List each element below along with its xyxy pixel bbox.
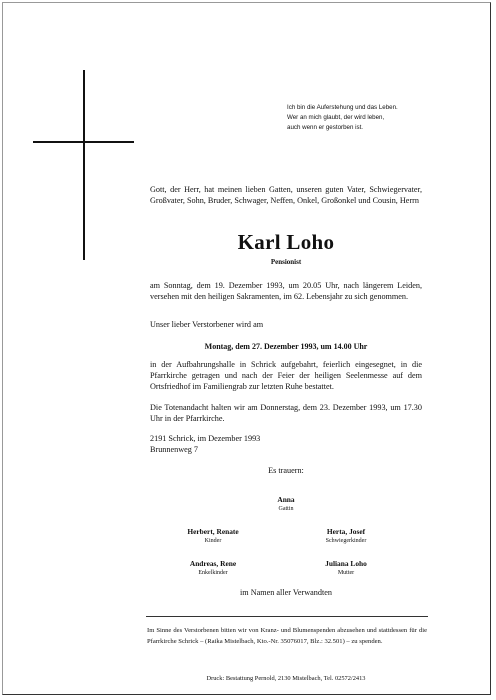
- place-date: 2191 Schrick, im Dezember 1993: [150, 434, 261, 443]
- mourner-relation: Schwiegerkinder: [325, 538, 367, 544]
- deceased-occupation: Pensionist: [270, 258, 302, 266]
- printer-imprint: Druck: Bestattung Pernold, 2130 Mistelbach, Tel. 02572/2413: [206, 675, 366, 682]
- donation-note: Im Sinne des Verstorbenen bitten wir von Kranz- und Blumenspenden abzusehen und stattdessen für die Pfarrkirche Schrick – (Raika Mistelbach, Kto.-Nr. 35076017, Blz.: 32.501) – zu spenden.: [147, 627, 427, 645]
- cross-vertical-bar: [83, 70, 85, 260]
- bible-quote: [287, 103, 437, 133]
- mourner-name: Herta, Josef: [326, 527, 366, 536]
- cross-horizontal-bar: [33, 141, 134, 143]
- intro-text: Gott, der Herr, hat meinen lieben Gatten, unseren guten Vater, Schwiegervater, Großvater, Sohn, Bruder, Schwager, Neffen, Onkel, Großonkel und Cousin, Herrn: [150, 185, 422, 205]
- mourner-children: [148, 527, 278, 546]
- ceremony-text: in der Aufbahrungshalle in Schrick aufgebahrt, feierlich eingesegnet, in die Pfarrkirche getragen und nach der Feier der heiligen Seelenmesse auf dem Ortsfriedhof im Familiengrab zur letzten Ruhe bestattet.: [150, 360, 422, 391]
- place-and-address: [150, 433, 260, 455]
- street-address: Brunnenweg 7: [150, 445, 198, 454]
- announce-text: Unser lieber Verstorbener wird am: [150, 320, 264, 329]
- quote-line: auch wenn er gestorben ist.: [287, 124, 364, 131]
- mourner-relation: Gattin: [278, 506, 294, 512]
- closing-line: im Namen aller Verwandten: [240, 588, 332, 597]
- divider: [146, 616, 428, 617]
- mourner-relation: Mutter: [337, 570, 355, 576]
- mourner-relation: Kinder: [204, 538, 222, 544]
- mourner-relation: Enkelkinder: [198, 570, 228, 576]
- mourner-spouse: [221, 495, 351, 514]
- mourner-mother: [281, 559, 411, 578]
- quote-line: Wer an mich glaubt, der wird leben,: [287, 114, 385, 121]
- death-text: am Sonntag, dem 19. Dezember 1993, um 20.05 Uhr, nach längerem Leiden, versehen mit den heiligen Sakramenten, im 62. Lebensjahr zu sich genommen.: [150, 281, 422, 301]
- mourners-heading: Es trauern:: [268, 466, 304, 475]
- mourner-children-in-law: [281, 527, 411, 546]
- quote-line: Ich bin die Auferstehung und das Leben.: [287, 104, 398, 111]
- prayer-text: Die Totenandacht halten wir am Donnerstag, dem 23. Dezember 1993, um 17.30 Uhr in der Pfarrkirche.: [150, 403, 422, 423]
- deceased-name: Karl Loho: [237, 230, 335, 254]
- mourner-grandchildren: [148, 559, 278, 578]
- funeral-date: Montag, dem 27. Dezember 1993, um 14.00 Uhr: [204, 342, 368, 351]
- mourner-name: Anna: [277, 495, 295, 504]
- mourner-name: Herbert, Renate: [187, 527, 239, 536]
- mourner-name: Juliana Loho: [325, 559, 367, 568]
- mourner-name: Andreas, Rene: [189, 559, 237, 568]
